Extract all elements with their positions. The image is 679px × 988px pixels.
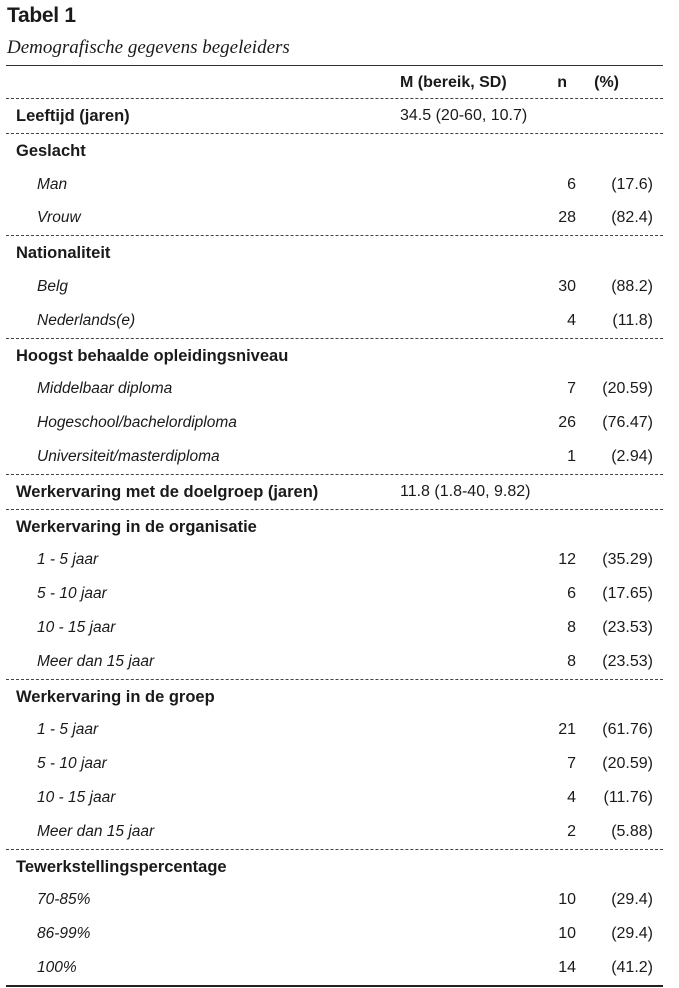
category-label: Man (37, 175, 68, 193)
category-label: Universiteit/masterdiploma (37, 447, 220, 465)
category-label: Meer dan 15 jaar (37, 652, 155, 670)
table-row (6, 406, 663, 440)
category-label: 70-85% (37, 891, 91, 909)
table-group-row (6, 99, 663, 134)
count-cell: 7 (567, 755, 576, 773)
count-cell: 26 (558, 414, 576, 432)
table-header-row (6, 66, 663, 99)
table-group-row (6, 236, 663, 270)
category-label: Nederlands(e) (37, 311, 136, 329)
table-row (6, 747, 663, 781)
group-label: Tewerkstellingspercentage (16, 857, 227, 876)
category-label: Hogeschool/bachelordiploma (37, 414, 237, 432)
percent-cell: (23.53) (602, 618, 653, 636)
table-row (6, 917, 663, 951)
table-row (6, 372, 663, 406)
percent-cell: (17.6) (611, 175, 653, 193)
category-label: Meer dan 15 jaar (37, 822, 155, 840)
percent-cell: (29.4) (611, 891, 653, 909)
count-cell: 21 (558, 721, 576, 739)
count-cell: 14 (558, 958, 576, 976)
category-label: 100% (37, 958, 77, 976)
table-group-row (6, 680, 663, 714)
mean-range-sd-cell: 34.5 (20-60, 10.7) (400, 107, 528, 124)
group-label: Werkervaring in de organisatie (16, 517, 257, 536)
category-label: 86-99% (37, 925, 91, 943)
count-cell: 4 (567, 311, 576, 329)
count-cell: 6 (567, 175, 576, 193)
category-label: 5 - 10 jaar (37, 755, 107, 773)
group-label: Hoogst behaalde opleidingsniveau (16, 346, 289, 365)
count-cell: 2 (567, 822, 576, 840)
table-row (6, 577, 663, 611)
category-label: 10 - 15 jaar (37, 618, 116, 636)
mean-range-sd-cell: 11.8 (1.8-40, 9.82) (400, 482, 531, 500)
group-label: Werkervaring in de groep (16, 687, 215, 706)
percent-cell: (61.76) (602, 721, 653, 739)
count-cell: 12 (558, 551, 576, 569)
table-group-row (6, 339, 663, 373)
category-label: Middelbaar diploma (37, 380, 173, 398)
category-label: Vrouw (37, 209, 81, 227)
demographics-table (6, 65, 663, 987)
count-cell: 7 (567, 380, 576, 398)
count-cell: 1 (567, 447, 576, 465)
percent-cell: (29.4) (611, 925, 653, 943)
table-row (6, 440, 663, 475)
percent-cell: (11.8) (612, 311, 653, 329)
percent-cell: (82.4) (611, 209, 653, 227)
table-row (6, 883, 663, 917)
percent-cell: (35.29) (602, 551, 653, 569)
category-label: Belg (37, 277, 69, 295)
percent-cell: (23.53) (602, 652, 653, 670)
table-row (6, 304, 663, 339)
header-m: M (bereik, SD) (400, 74, 507, 91)
percent-cell: (11.76) (603, 788, 653, 806)
category-label: 1 - 5 jaar (37, 551, 99, 569)
table-row (6, 713, 663, 747)
header-n: n (557, 74, 567, 91)
table-group-row (6, 475, 663, 510)
table-row (6, 951, 663, 985)
category-label: 10 - 15 jaar (37, 788, 116, 806)
count-cell: 4 (567, 788, 576, 806)
percent-cell: (88.2) (611, 277, 653, 295)
count-cell: 10 (558, 891, 576, 909)
group-label: Leeftijd (jaren) (16, 107, 130, 125)
percent-cell: (41.2) (611, 958, 653, 976)
category-label: 1 - 5 jaar (37, 721, 99, 739)
count-cell: 8 (567, 652, 576, 670)
header-percent: (%) (594, 74, 619, 91)
table-row (6, 781, 663, 815)
table-title: Tabel 1 (7, 4, 76, 27)
table-row (6, 168, 663, 202)
percent-cell: (2.94) (611, 447, 653, 465)
percent-cell: (20.59) (602, 380, 653, 398)
table-row (6, 645, 663, 680)
table-row (6, 815, 663, 850)
category-label: 5 - 10 jaar (37, 585, 107, 603)
table-subtitle: Demografische gegevens begeleiders (7, 37, 290, 58)
table-row (6, 201, 663, 236)
table-row (6, 611, 663, 645)
group-label: Werkervaring met de doelgroep (jaren) (16, 482, 319, 501)
table-row (6, 270, 663, 304)
table-group-row (6, 850, 663, 884)
group-label: Nationaliteit (16, 244, 111, 263)
count-cell: 10 (558, 925, 576, 943)
percent-cell: (76.47) (602, 414, 653, 432)
percent-cell: (17.65) (602, 585, 653, 603)
group-label: Geslacht (16, 141, 86, 160)
table-group-row (6, 510, 663, 544)
percent-cell: (5.88) (611, 822, 653, 840)
count-cell: 28 (558, 209, 576, 227)
table-row (6, 543, 663, 577)
table-group-row (6, 134, 663, 168)
count-cell: 6 (567, 585, 576, 603)
count-cell: 30 (558, 277, 576, 295)
percent-cell: (20.59) (602, 755, 653, 773)
count-cell: 8 (567, 618, 576, 636)
